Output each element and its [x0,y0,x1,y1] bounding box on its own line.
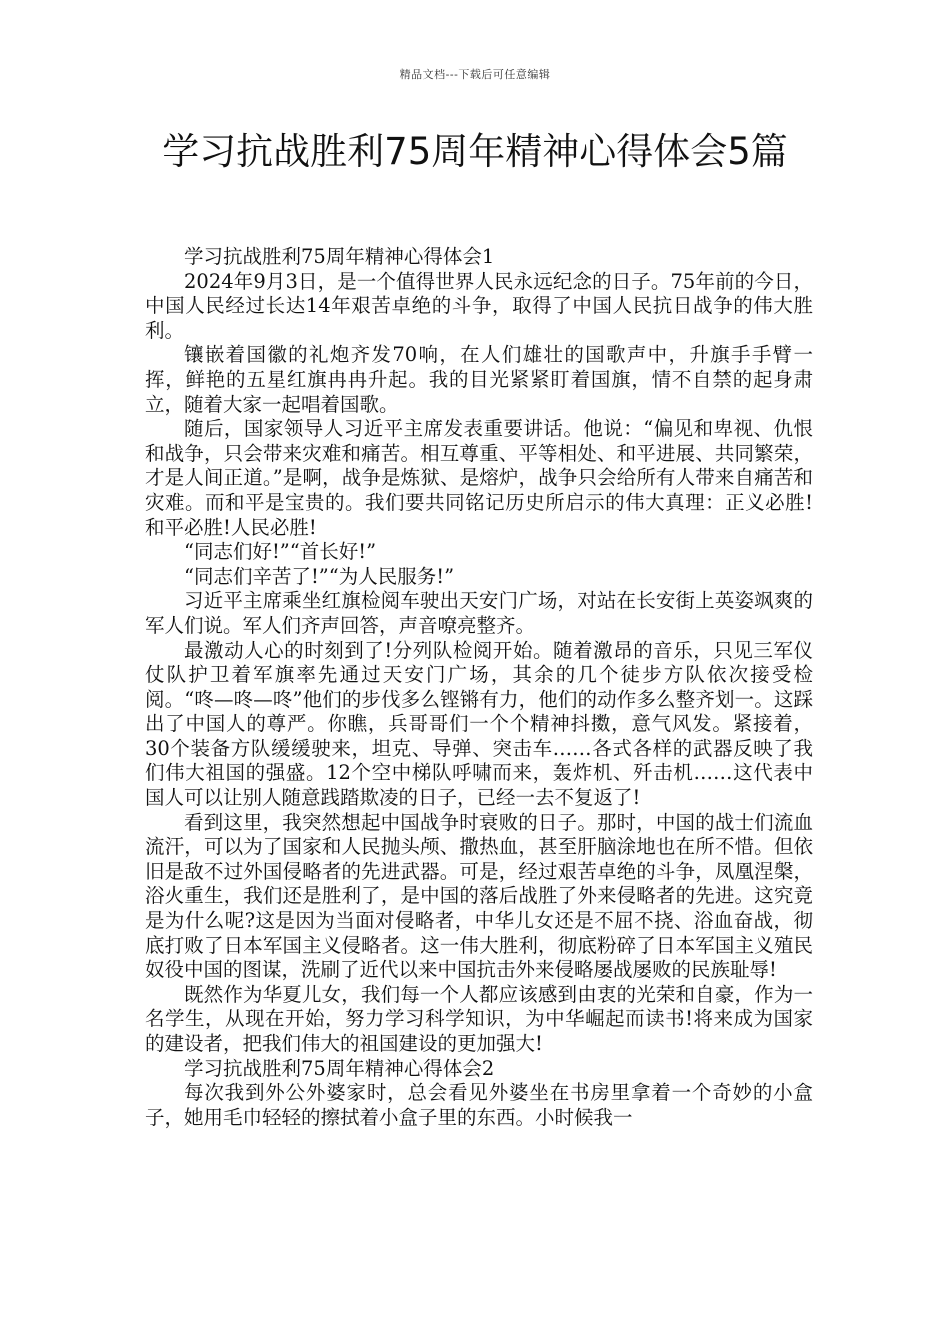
page-header-note: 精品文档---下载后可任意编辑 [399,68,551,81]
paragraph: 习近平主席乘坐红旗检阅车驶出天安门广场，对站在长安街上英姿飒爽的军人们说。军人们齐声回答，声音嘹亮整齐。 [145,589,813,637]
paragraph: 随后，国家领导人习近平主席发表重要讲话。他说：“偏见和卑视、仇恨和战争，只会带来灾难和痛苦。相互尊重、平等相处、和平进展、共同繁荣，才是人间正道。”是啊，战争是炼狱、是熔炉，战争只会给所有人带来自痛苦和灾难。而和平是宝贵的。我们要共同铭记历史所启示的伟大真理：正义必胜!和平必胜!人民必胜! [145,417,813,539]
paragraph: 看到这里，我突然想起中国战争时衰败的日子。那时，中国的战士们流血流汗，可以为了国家和人民抛头颅、撒热血，甚至肝脑涂地也在所不惜。但依旧是敌不过外国侵略者的先进武器。可是，经过艰苦卓绝的斗争，凤凰涅槃，浴火重生，我们还是胜利了，是中国的落后战胜了外来侵略者的先进。这究竟是为什么呢?这是因为当面对侵略者，中华儿女还是不屈不挠、浴血奋战，彻底打败了日本军国主义侵略者。这一伟大胜利，彻底粉碎了日本军国主义殖民奴役中国的图谋，洗刷了近代以来中国抗击外来侵略屡战屡败的民族耻辱! [145,810,813,982]
paragraph: 最激动人心的时刻到了!分列队检阅开始。随着激昂的音乐，只见三军仪仗队护卫着军旗率先通过天安门广场，其余的几个徒步方队依次接受检阅。“咚—咚—咚”他们的步伐多么铿锵有力，他们的动作多么整齐划一。这踩出了中国人的尊严。你瞧，兵哥哥们一个个精神抖擞，意气风发。紧接着，30个装备方队缓缓驶来，坦克、导弹、突击车……各式各样的武器反映了我们伟大祖国的强盛。12个空中梯队呼啸而来，轰炸机、歼击机……这代表中国人可以让别人随意践踏欺凌的日子，已经一去不复返了! [145,638,813,810]
paragraph: 镶嵌着国徽的礼炮齐发70响，在人们雄壮的国歌声中，升旗手手臂一挥，鲜艳的五星红旗冉冉升起。我的目光紧紧盯着国旗，情不自禁的起身肃立，随着大家一起唱着国歌。 [145,343,813,416]
paragraph: 既然作为华夏儿女，我们每一个人都应该感到由衷的光荣和自豪，作为一名学生，从现在开始，努力学习科学知识，为中华崛起而读书!将来成为国家的建设者，把我们伟大的祖国建设的更加强大! [145,982,813,1055]
paragraph: 每次我到外公外婆家时，总会看见外婆坐在书房里拿着一个奇妙的小盒子，她用毛巾轻轻的擦拭着小盒子里的东西。小时候我一 [145,1081,813,1129]
paragraph: “同志们好!”“首长好!” [184,540,377,564]
document-title: 学习抗战胜利75周年精神心得体会5篇 [162,130,788,173]
section-heading-1: 学习抗战胜利75周年精神心得体会1 [184,245,495,268]
paragraph: 2024年9月3日，是一个值得世界人民永远纪念的日子。75年前的今日，中国人民经过长达14年艰苦卓绝的斗争，取得了中国人民抗日战争的伟大胜利。 [145,269,813,342]
section-heading-2: 学习抗战胜利75周年精神心得体会2 [184,1056,495,1080]
paragraph: “同志们辛苦了!”“为人民服务!” [184,564,455,588]
document-body [145,245,813,1130]
